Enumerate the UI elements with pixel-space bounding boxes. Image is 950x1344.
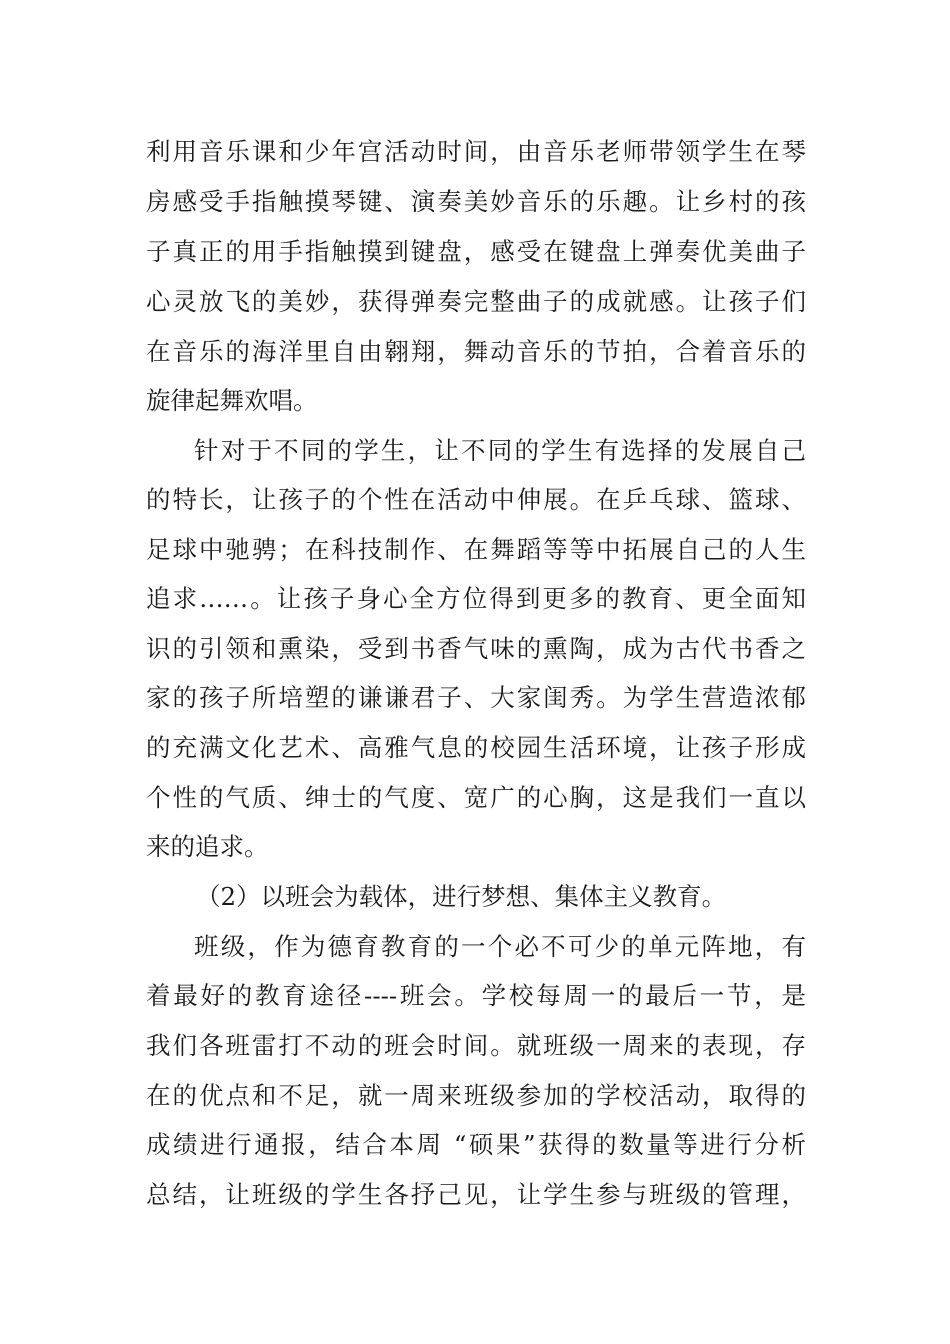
- text-line-5: 在音乐的海洋里自由翱翔，舞动音乐的节拍，合着音乐的: [146, 337, 806, 366]
- text-line-9: 足球中驰骋；在科技制作、在舞蹈等等中拓展自己的人生: [146, 535, 806, 564]
- text-line-6: 旋律起舞欢唱。: [146, 386, 318, 415]
- text-line-14: 个性的气质、绅士的气度、宽广的心胸，这是我们一直以: [146, 783, 806, 812]
- text-line-3: 子真正的用手指触摸到键盘，感受在键盘上弹奏优美曲子: [146, 237, 806, 266]
- text-line-8: 的特长，让孩子的个性在活动中伸展。在乒乓球、篮球、: [146, 485, 806, 514]
- text-line-21: 成绩进行通报，结合本周 “硕果”获得的数量等进行分析: [146, 1130, 806, 1159]
- text-line-13: 的充满文化艺术、高雅气息的校园生活环境，让孩子形成: [146, 733, 806, 762]
- text-line-7: 针对于不同的学生，让不同的学生有选择的发展自己: [194, 436, 806, 465]
- text-line-20: 在的优点和不足，就一周来班级参加的学校活动，取得的: [146, 1081, 806, 1110]
- text-line-15: 来的追求。: [146, 832, 269, 861]
- text-line-2: 房感受手指触摸琴键、演奏美妙音乐的乐趣。让乡村的孩: [146, 187, 806, 216]
- text-line-18: 着最好的教育途径----班会。学校每周一的最后一节，是: [146, 981, 806, 1010]
- text-line-11: 识的引领和熏染，受到书香气味的熏陶，成为古代书香之: [146, 634, 806, 663]
- text-line-10: 追求……。让孩子身心全方位得到更多的教育、更全面知: [146, 584, 806, 613]
- text-line-19: 我们各班雷打不动的班会时间。就班级一周来的表现，存: [146, 1031, 806, 1060]
- text-line-4: 心灵放飞的美妙，获得弹奏完整曲子的成就感。让孩子们: [146, 287, 806, 316]
- text-line-1: 利用音乐课和少年宫活动时间，由音乐老师带领学生在琴: [146, 137, 806, 166]
- section-heading: （2）以班会为载体，进行梦想、集体主义教育。: [196, 882, 727, 911]
- text-line-12: 家的孩子所培塑的谦谦君子、大家闺秀。为学生营造浓郁: [146, 683, 806, 712]
- text-line-22: 总结，让班级的学生各抒己见，让学生参与班级的管理，: [146, 1180, 806, 1209]
- text-line-17: 班级，作为德育教育的一个必不可少的单元阵地，有: [194, 932, 806, 961]
